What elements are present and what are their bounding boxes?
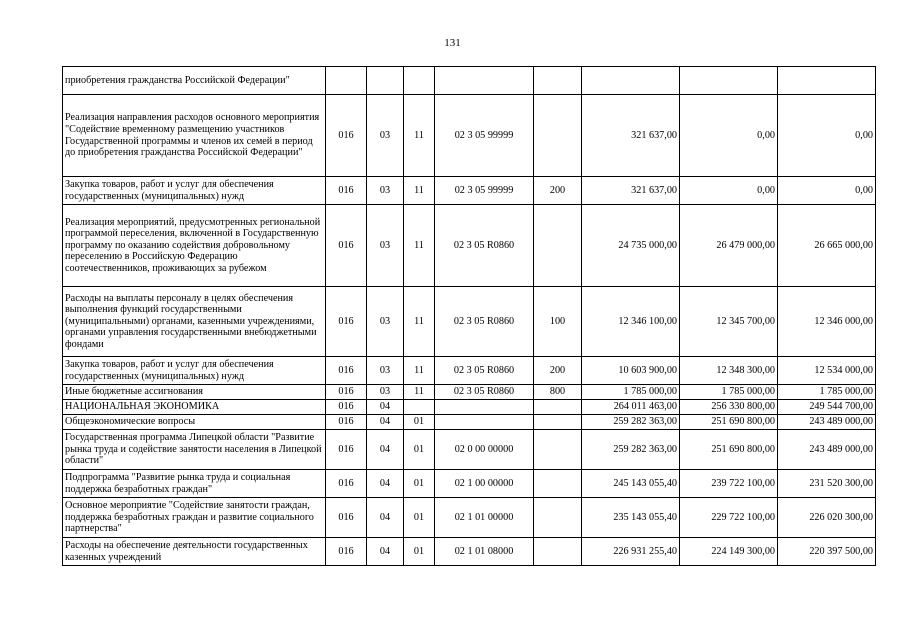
vr-cell: [534, 400, 582, 415]
sum-year1-cell: 1 785 000,00: [582, 385, 680, 400]
sum-year1-cell: 10 603 900,00: [582, 357, 680, 385]
sum-year2-cell: 239 722 100,00: [680, 470, 778, 498]
sum-year3-cell: 243 489 000,00: [778, 430, 876, 470]
csr-cell: 02 0 00 00000: [435, 430, 534, 470]
razdel-cell: 04: [367, 430, 404, 470]
table-row: [63, 67, 876, 95]
sum-year2-cell: 0,00: [680, 95, 778, 177]
sum-year3-cell: 0,00: [778, 95, 876, 177]
glava-cell: 016: [326, 400, 367, 415]
sum-year2-cell: [680, 67, 778, 95]
sum-year3-cell: 220 397 500,00: [778, 538, 876, 566]
csr-cell: 02 3 05 R0860: [435, 357, 534, 385]
table-row: [63, 470, 876, 498]
sum-year1-cell: 24 735 000,00: [582, 205, 680, 287]
glava-cell: 016: [326, 357, 367, 385]
podrazdel-cell: 11: [404, 205, 435, 287]
sum-year1-cell: 245 143 055,40: [582, 470, 680, 498]
sum-year3-cell: [778, 67, 876, 95]
table-row: [63, 357, 876, 385]
razdel-cell: 03: [367, 357, 404, 385]
razdel-cell: 04: [367, 400, 404, 415]
glava-cell: 016: [326, 538, 367, 566]
glava-cell: 016: [326, 498, 367, 538]
sum-year2-cell: 26 479 000,00: [680, 205, 778, 287]
vr-cell: [534, 498, 582, 538]
sum-year3-cell: 12 534 000,00: [778, 357, 876, 385]
row-name: Закупка товаров, работ и услуг для обеспечения государственных (муниципальных) нужд: [63, 357, 326, 385]
razdel-cell: 04: [367, 538, 404, 566]
row-name: Реализация направления расходов основного мероприятия "Содействие временному размещению участников Государственной программы и членов их семей в период до приобретения гражданства Российской Федерации": [63, 95, 326, 177]
row-name: Основное мероприятие "Содействие занятости граждан, поддержка безработных граждан и развитие социального партнерства": [63, 498, 326, 538]
glava-cell: [326, 67, 367, 95]
row-name: Закупка товаров, работ и услуг для обеспечения государственных (муниципальных) нужд: [63, 177, 326, 205]
table-row: [63, 538, 876, 566]
glava-cell: 016: [326, 205, 367, 287]
table-row: [63, 430, 876, 470]
csr-cell: [435, 67, 534, 95]
row-name: Государственная программа Липецкой области "Развитие рынка труда и содействие занятости населения в Липецкой области": [63, 430, 326, 470]
sum-year1-cell: 235 143 055,40: [582, 498, 680, 538]
glava-cell: 016: [326, 415, 367, 430]
sum-year1-cell: 264 011 463,00: [582, 400, 680, 415]
csr-cell: 02 3 05 99999: [435, 95, 534, 177]
razdel-cell: 03: [367, 287, 404, 357]
vr-cell: 800: [534, 385, 582, 400]
sum-year2-cell: 12 345 700,00: [680, 287, 778, 357]
sum-year2-cell: 229 722 100,00: [680, 498, 778, 538]
table-row: [63, 415, 876, 430]
podrazdel-cell: 01: [404, 470, 435, 498]
glava-cell: 016: [326, 470, 367, 498]
sum-year3-cell: 231 520 300,00: [778, 470, 876, 498]
sum-year2-cell: 251 690 800,00: [680, 430, 778, 470]
razdel-cell: 03: [367, 95, 404, 177]
sum-year1-cell: 259 282 363,00: [582, 430, 680, 470]
page-number: 131: [444, 37, 461, 49]
csr-cell: [435, 400, 534, 415]
sum-year2-cell: 224 149 300,00: [680, 538, 778, 566]
sum-year3-cell: 226 020 300,00: [778, 498, 876, 538]
sum-year3-cell: 0,00: [778, 177, 876, 205]
row-name: Общеэкономические вопросы: [63, 415, 326, 430]
vr-cell: [534, 415, 582, 430]
sum-year2-cell: 12 348 300,00: [680, 357, 778, 385]
podrazdel-cell: 11: [404, 287, 435, 357]
podrazdel-cell: 11: [404, 357, 435, 385]
csr-cell: 02 3 05 R0860: [435, 287, 534, 357]
podrazdel-cell: 01: [404, 538, 435, 566]
sum-year1-cell: 259 282 363,00: [582, 415, 680, 430]
glava-cell: 016: [326, 430, 367, 470]
razdel-cell: 04: [367, 498, 404, 538]
sum-year3-cell: 249 544 700,00: [778, 400, 876, 415]
vr-cell: 100: [534, 287, 582, 357]
podrazdel-cell: [404, 400, 435, 415]
sum-year2-cell: 256 330 800,00: [680, 400, 778, 415]
row-name: Расходы на обеспечение деятельности государственных казенных учреждений: [63, 538, 326, 566]
sum-year1-cell: 321 637,00: [582, 95, 680, 177]
csr-cell: 02 1 00 00000: [435, 470, 534, 498]
glava-cell: 016: [326, 385, 367, 400]
podrazdel-cell: 11: [404, 385, 435, 400]
sum-year2-cell: 251 690 800,00: [680, 415, 778, 430]
csr-cell: 02 1 01 08000: [435, 538, 534, 566]
vr-cell: 200: [534, 177, 582, 205]
sum-year3-cell: 26 665 000,00: [778, 205, 876, 287]
vr-cell: [534, 95, 582, 177]
table-row: [63, 498, 876, 538]
razdel-cell: 03: [367, 385, 404, 400]
podrazdel-cell: 01: [404, 498, 435, 538]
vr-cell: [534, 205, 582, 287]
sum-year1-cell: 12 346 100,00: [582, 287, 680, 357]
vr-cell: 200: [534, 357, 582, 385]
csr-cell: [435, 415, 534, 430]
razdel-cell: 04: [367, 415, 404, 430]
glava-cell: 016: [326, 177, 367, 205]
table-row: [63, 400, 876, 415]
table-row: [63, 177, 876, 205]
row-name: Иные бюджетные ассигнования: [63, 385, 326, 400]
sum-year1-cell: 226 931 255,40: [582, 538, 680, 566]
vr-cell: [534, 67, 582, 95]
podrazdel-cell: 11: [404, 95, 435, 177]
razdel-cell: 03: [367, 205, 404, 287]
csr-cell: 02 3 05 R0860: [435, 385, 534, 400]
vr-cell: [534, 538, 582, 566]
glava-cell: 016: [326, 287, 367, 357]
sum-year2-cell: 0,00: [680, 177, 778, 205]
row-name: Подпрограмма "Развитие рынка труда и социальная поддержка безработных граждан": [63, 470, 326, 498]
vr-cell: [534, 430, 582, 470]
glava-cell: 016: [326, 95, 367, 177]
sum-year1-cell: 321 637,00: [582, 177, 680, 205]
sum-year1-cell: [582, 67, 680, 95]
csr-cell: 02 3 05 99999: [435, 177, 534, 205]
row-name: Реализация мероприятий, предусмотренных региональной программой переселения, включенной в Государственную программу по оказанию содействия добровольному переселению в Российскую Федерацию соотечественников, проживающих за рубежом: [63, 205, 326, 287]
csr-cell: 02 1 01 00000: [435, 498, 534, 538]
budget-table: [62, 66, 876, 566]
table-row: [63, 95, 876, 177]
sum-year3-cell: 243 489 000,00: [778, 415, 876, 430]
row-name: НАЦИОНАЛЬНАЯ ЭКОНОМИКА: [63, 400, 326, 415]
vr-cell: [534, 470, 582, 498]
podrazdel-cell: 01: [404, 430, 435, 470]
table-row: [63, 205, 876, 287]
table-row: [63, 385, 876, 400]
podrazdel-cell: 11: [404, 177, 435, 205]
table-row: [63, 287, 876, 357]
razdel-cell: 03: [367, 177, 404, 205]
razdel-cell: [367, 67, 404, 95]
sum-year3-cell: 12 346 000,00: [778, 287, 876, 357]
sum-year2-cell: 1 785 000,00: [680, 385, 778, 400]
podrazdel-cell: [404, 67, 435, 95]
csr-cell: 02 3 05 R0860: [435, 205, 534, 287]
sum-year3-cell: 1 785 000,00: [778, 385, 876, 400]
row-name: Расходы на выплаты персоналу в целях обеспечения выполнения функций государственными (муниципальными) органами, казенными учреждениями, органами управления государственными внебюджетными фондами: [63, 287, 326, 357]
row-name: приобретения гражданства Российской Федерации": [63, 67, 326, 95]
razdel-cell: 04: [367, 470, 404, 498]
podrazdel-cell: 01: [404, 415, 435, 430]
